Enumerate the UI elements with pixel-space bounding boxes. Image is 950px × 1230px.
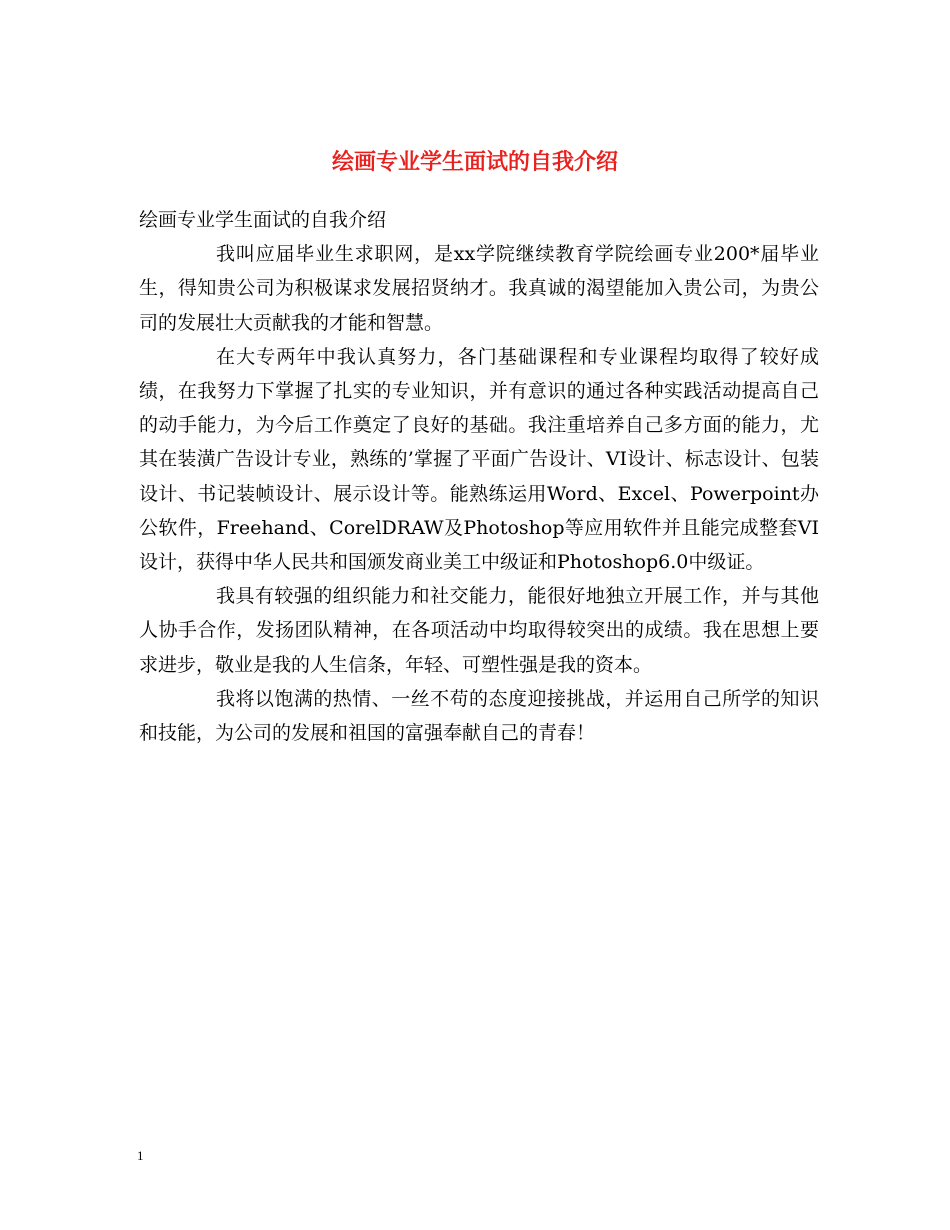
document-subtitle: 绘画专业学生面试的自我介绍 bbox=[139, 209, 387, 231]
page-number: 1 bbox=[137, 1148, 144, 1163]
paragraph-education-skills: 在大专两年中我认真努力，各门基础课程和专业课程均取得了较好成绩，在我努力下掌握了扎实的专业知识，并有意识的通过各种实践活动提高自己的动手能力，为今后工作奠定了良好的基础。我注重培养自己多方面的能力，尤其在装潢广告设计专业，熟练的’掌握了平面广告设计、VI设计、标志设计、包装设计、书记装帧设计、展示设计等。能熟练运用Word、Excel、Powerpoint办公软件，Freehand、CorelDRAW及Photoshop等应用软件并且能完成整套VI设计，获得中华人民共和国颁发商业美工中级证和Photoshop6.0中级证。 bbox=[139, 345, 819, 574]
paragraph-closing: 我将以饱满的热情、一丝不苟的态度迎接挑战，并运用自己所学的知识和技能，为公司的发展和祖国的富强奉献自己的青春！ bbox=[139, 687, 819, 745]
paragraph-introduction: 我叫应届毕业生求职网，是xx学院继续教育学院绘画专业200*届毕业生，得知贵公司为积极谋求发展招贤纳才。我真诚的渴望能加入贵公司，为贵公司的发展壮大贡献我的才能和智慧。 bbox=[139, 243, 819, 334]
document-title: 绘画专业学生面试的自我介绍 bbox=[331, 149, 618, 175]
document-body bbox=[139, 203, 819, 750]
paragraph-abilities: 我具有较强的组织能力和社交能力，能很好地独立开展工作，并与其他人协手合作，发扬团队精神，在各项活动中均取得较突出的成绩。我在思想上要求进步，敬业是我的人生信条，年轻、可塑性强是我的资本。 bbox=[139, 585, 819, 676]
